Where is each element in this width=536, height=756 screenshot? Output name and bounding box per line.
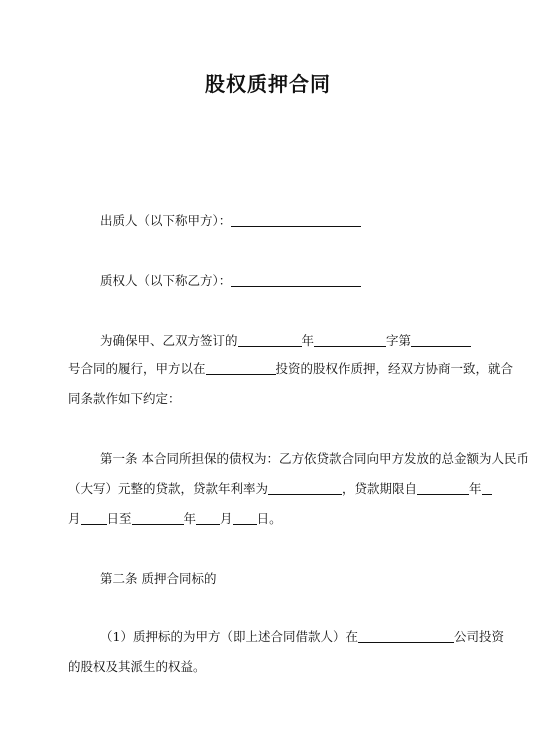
article1-text: ，贷款期限自 (342, 481, 418, 496)
intro-text: 号合同的履行，甲方以在 (68, 361, 206, 376)
intro-line-1 (100, 332, 471, 350)
article2-line-1 (100, 628, 504, 646)
pledgor-line (100, 212, 361, 230)
page-title: 股权质押合同 (205, 72, 331, 96)
end-year-blank[interactable] (132, 512, 184, 525)
contract-year-blank[interactable] (238, 334, 302, 347)
article1-line-3 (68, 510, 282, 528)
article1-text: （大写）元整的贷款，贷款年利率为 (68, 481, 269, 496)
article1-line-1 (100, 450, 529, 468)
intro-text: 字第 (386, 333, 412, 348)
article1-text: 年 (469, 481, 482, 496)
article2-text: （1）质押标的为甲方（即上述合同借款人）在 (100, 629, 358, 644)
pledgee-blank[interactable] (231, 274, 361, 287)
article1-text: 日至 (106, 511, 132, 526)
interest-rate-blank[interactable] (268, 482, 342, 495)
pledgee-label: 质权人（以下称乙方）： (100, 273, 232, 288)
investment-target-blank[interactable] (206, 362, 276, 375)
article1-line-2 (68, 480, 492, 498)
start-year-blank[interactable] (417, 482, 469, 495)
end-month-blank[interactable] (196, 512, 220, 525)
article2-text: 公司投资 (453, 629, 504, 644)
contract-number-blank[interactable] (411, 334, 471, 347)
intro-text: 年 (301, 333, 315, 348)
intro-line-2 (68, 360, 513, 378)
article1-text: 月 (220, 511, 233, 526)
pledgor-label: 出质人（以下称甲方）： (100, 213, 232, 228)
article1-text: 年 (183, 511, 197, 526)
intro-text: 同条款作如下约定： (68, 391, 181, 406)
intro-line-3 (68, 390, 181, 408)
end-day-blank[interactable] (233, 512, 257, 525)
start-month-blank[interactable] (482, 482, 492, 495)
article2-text: 的股权及其派生的权益。 (68, 659, 206, 674)
article2-heading (100, 570, 216, 588)
article1-text: 月 (68, 511, 81, 526)
start-day-blank[interactable] (81, 512, 107, 525)
article2-line-2 (68, 658, 206, 676)
pledgee-line (100, 272, 361, 290)
company-blank[interactable] (358, 630, 454, 643)
pledgor-blank[interactable] (231, 214, 361, 227)
article1-text: 第一条 本合同所担保的债权为：乙方依贷款合同向甲方发放的总金额为人民币 (100, 451, 529, 466)
contract-word-blank[interactable] (314, 334, 386, 347)
intro-text: 为确保甲、乙双方签订的 (100, 333, 238, 348)
article2-heading-text: 第二条 质押合同标的 (100, 571, 217, 586)
intro-text: 投资的股权作质押，经双方协商一致，就合 (275, 361, 514, 376)
article1-text: 日。 (256, 511, 282, 526)
